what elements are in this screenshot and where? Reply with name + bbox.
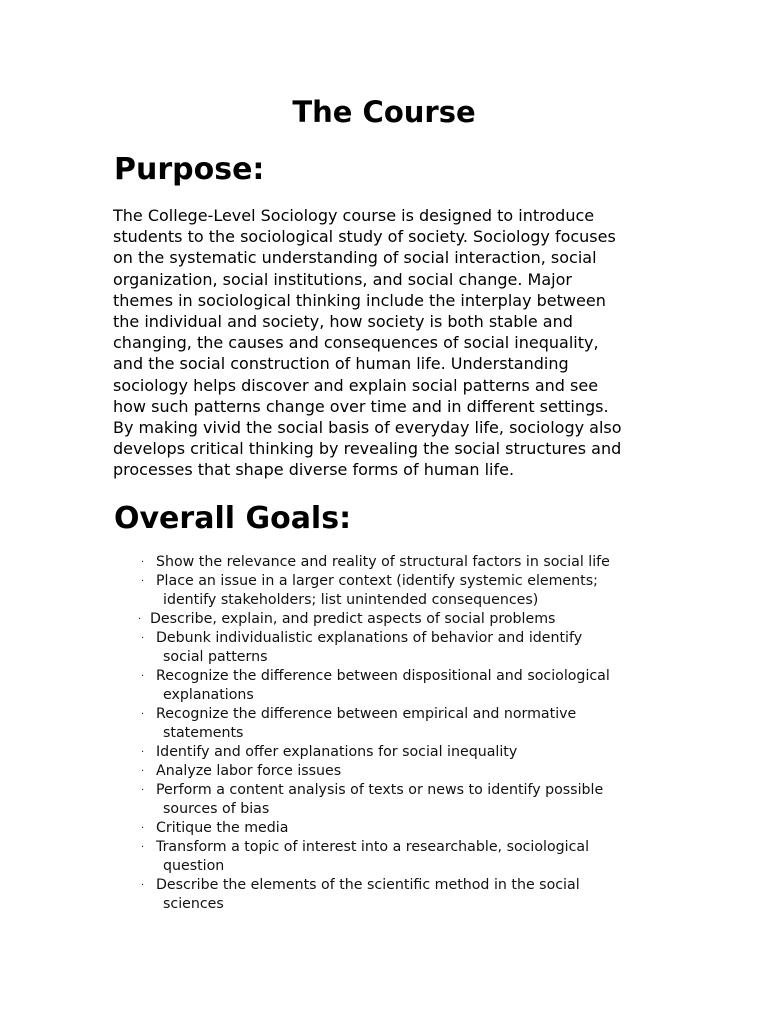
purpose-text-line: on the systematic understanding of social interaction, social: [113, 248, 597, 268]
purpose-text-line: how such patterns change over time and in different settings.: [113, 396, 609, 416]
overall-goals-heading: Overall Goals:: [114, 501, 352, 536]
goal-text: question: [163, 858, 225, 874]
goal-text: Show the relevance and reality of structural factors in social life: [156, 554, 610, 570]
goal-list-item: [138, 629, 658, 667]
purpose-text-line: students to the sociological study of society. Sociology focuses: [113, 227, 616, 247]
goal-list-item: [138, 781, 658, 819]
purpose-text-line: and the social construction of human life. Understanding: [113, 354, 569, 374]
bullet-icon: ·: [141, 576, 145, 587]
goal-text: Transform a topic of interest into a researchable, sociological: [156, 839, 590, 855]
goal-text: Perform a content analysis of texts or news to identify possible: [156, 782, 604, 798]
purpose-text-line: themes in sociological thinking include the interplay between: [113, 290, 606, 310]
goal-list-item: [138, 838, 658, 876]
purpose-text-line: develops critical thinking by revealing the social structures and: [113, 439, 622, 459]
goal-list-item: [138, 743, 658, 762]
goal-text: statements: [163, 725, 244, 741]
purpose-text-line: The College-Level Sociology course is designed to introduce: [113, 206, 595, 225]
goal-list-item: [138, 572, 658, 610]
purpose-text-line: sociology helps discover and explain social patterns and see: [113, 375, 599, 395]
bullet-icon: ·: [141, 671, 145, 682]
goal-text: explanations: [163, 687, 254, 703]
purpose-text-line: changing, the causes and consequences of social inequality,: [113, 333, 599, 353]
purpose-text-line: the individual and society, how society is both stable and: [113, 312, 573, 332]
purpose-text-line: processes that shape diverse forms of human life.: [113, 460, 515, 480]
goals-list: [138, 553, 658, 914]
goal-text: Identify and offer explanations for social inequality: [156, 744, 518, 760]
goal-text: Analyze labor force issues: [156, 763, 342, 779]
goal-list-item: [138, 705, 658, 743]
goal-list-item: [138, 762, 658, 781]
purpose-text-line: organization, social institutions, and social change. Major: [113, 269, 572, 289]
goal-list-item: [138, 819, 658, 838]
document-title: The Course: [292, 95, 476, 129]
purpose-heading: Purpose:: [114, 152, 265, 187]
goal-text: sources of bias: [163, 801, 270, 817]
goal-text: Describe the elements of the scientific method in the social: [156, 877, 580, 893]
goal-text: sciences: [163, 896, 224, 912]
goal-text: Debunk individualistic explanations of behavior and identify: [156, 630, 583, 646]
bullet-icon: ·: [141, 842, 145, 853]
goal-list-item: [138, 610, 658, 629]
goal-text: identify stakeholders; list unintended consequences): [163, 592, 539, 608]
bullet-icon: ·: [141, 823, 145, 834]
goal-text: Recognize the difference between empirical and normative: [156, 706, 577, 722]
bullet-icon: ·: [141, 880, 145, 891]
goal-list-item: [138, 553, 658, 572]
goal-text: Critique the media: [156, 820, 289, 836]
purpose-text-line: By making vivid the social basis of everyday life, sociology also: [113, 418, 622, 438]
bullet-icon: ·: [141, 557, 145, 568]
purpose-paragraph: [113, 205, 658, 481]
goal-list-item: [138, 876, 658, 914]
goal-text: Describe, explain, and predict aspects of social problems: [150, 611, 556, 627]
bullet-icon: ·: [141, 766, 145, 777]
bullet-icon: ·: [141, 747, 145, 758]
bullet-icon: ·: [141, 633, 145, 644]
goal-text: Place an issue in a larger context (identify systemic elements;: [156, 573, 598, 589]
goal-list-item: [138, 667, 658, 705]
bullet-icon: ·: [141, 785, 145, 796]
bullet-icon: ·: [141, 709, 145, 720]
goal-text: Recognize the difference between dispositional and sociological: [156, 668, 610, 684]
bullet-icon: ·: [138, 614, 142, 625]
goal-text: social patterns: [163, 649, 268, 665]
